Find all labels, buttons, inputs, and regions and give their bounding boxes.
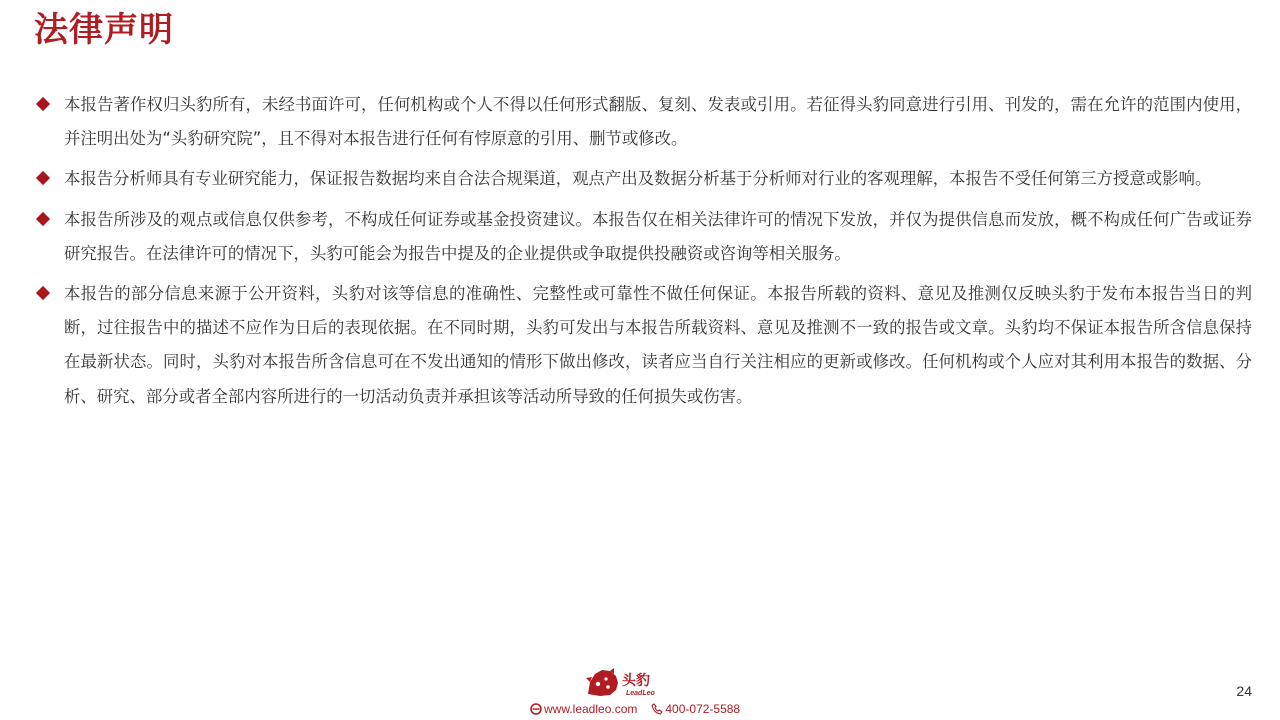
page-title: 法律声明 (34, 10, 174, 50)
page-number: 24 (1236, 683, 1252, 699)
diamond-bullet-icon (36, 212, 50, 226)
diamond-bullet-icon (36, 286, 50, 300)
logo-text-cn: 头豹 (622, 673, 650, 689)
leopard-head-icon (586, 668, 666, 698)
notice-text: 本报告著作权归头豹所有，未经书面许可，任何机构或个人不得以任何形式翻版、复刻、发表或引用。若征得头豹同意进行引用、刊发的，需在允许的范围内使用，并注明出处为“头豹研究院”，且不得对本报告进行任何有悖原意的引用、删节或修改。 (64, 95, 1252, 149)
website-link[interactable]: www.leadleo.com (544, 701, 638, 716)
footer-contact (530, 700, 740, 717)
leadleo-logo (586, 668, 666, 698)
notice-item (36, 88, 1252, 156)
logo-text-en: LeadLeo (626, 690, 655, 697)
notice-item (36, 277, 1252, 414)
notice-item (36, 203, 1252, 271)
notice-text: 本报告的部分信息来源于公开资料，头豹对该等信息的准确性、完整性或可靠性不做任何保证。本报告所载的资料、意见及推测仅反映头豹于发布本报告当日的判断，过往报告中的描述不应作为日后的表现依据。在不同时期，头豹可发出与本报告所载资料、意见及推测不一致的报告或文章。头豹均不保证本报告所含信息保持在最新状态。同时，头豹对本报告所含信息可在不发出通知的情形下做出修改，读者应当自行关注相应的更新或修改。任何机构或个人应对其利用本报告的数据、分析、研究、部分或者全部内容所进行的一切活动负责并承担该等活动所导致的任何损失或伤害。 (64, 284, 1252, 406)
diamond-bullet-icon (36, 171, 50, 185)
notice-text: 本报告所涉及的观点或信息仅供参考，不构成任何证券或基金投资建议。本报告仅在相关法律许可的情况下发放，并仅为提供信息而发放，概不构成任何广告或证券研究报告。在法律许可的情况下，头豹可能会为报告中提及的企业提供或争取提供投融资或咨询等相关服务。 (64, 209, 1252, 263)
web-e-icon (530, 703, 542, 715)
notice-item (36, 162, 1252, 196)
phone-icon (651, 703, 663, 715)
phone-number[interactable]: 400-072-5588 (665, 701, 741, 716)
notice-list (36, 88, 1252, 420)
diamond-bullet-icon (36, 97, 50, 111)
notice-text: 本报告分析师具有专业研究能力，保证报告数据均来自合法合规渠道，观点产出及数据分析基于分析师对行业的客观理解，本报告不受任何第三方授意或影响。 (64, 169, 1212, 189)
